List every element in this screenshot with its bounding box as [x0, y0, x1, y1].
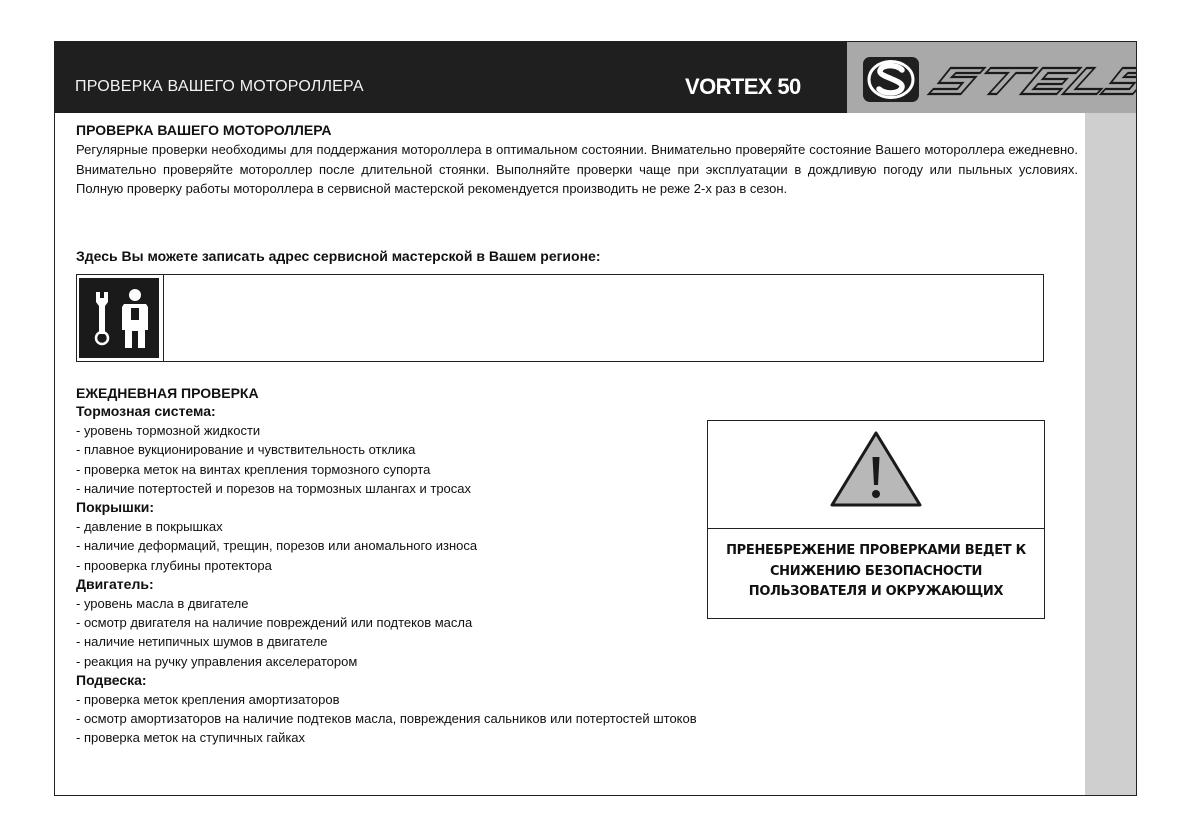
- group-title-engine: Двигатель:: [76, 575, 154, 592]
- warning-box: [707, 420, 1045, 619]
- warning-triangle-icon: [708, 421, 1044, 528]
- list-item: - проверка меток крепления амортизаторов: [76, 692, 340, 708]
- service-divider: [163, 275, 164, 361]
- warning-line: ПОЛЬЗОВАТЕЛЯ И ОКРУЖАЮЩИХ: [748, 584, 1004, 599]
- side-strip: [1085, 113, 1137, 796]
- manual-page: [54, 41, 1137, 796]
- page-header: [55, 42, 1136, 113]
- group-title-tires: Покрышки:: [76, 499, 155, 516]
- list-item: - прооверка глубины протектора: [76, 557, 272, 573]
- warning-text: [718, 541, 1034, 603]
- stels-logo: [847, 42, 1137, 113]
- s-badge-icon: [863, 57, 919, 102]
- list-item: - проверка меток на ступичных гайках: [76, 730, 306, 746]
- list-item: - уровень масла в двигателе: [76, 596, 249, 612]
- list-item: - реакция на ручку управления акселератором: [76, 653, 358, 669]
- list-item: - наличие потертостей и порезов на тормозных шлангах и тросах: [76, 480, 472, 496]
- service-svg: [79, 278, 159, 358]
- group-title-brakes: Тормозная система:: [76, 403, 216, 419]
- list-item: - осмотр амортизаторов на наличие подтеков масла, повреждения сальников или потертостей штоков: [76, 711, 697, 727]
- list-item: - осмотр двигателя на наличие повреждений или подтеков масла: [76, 615, 473, 631]
- list-item: - уровень тормозной жидкости: [76, 423, 261, 439]
- brand-logo-area: [847, 42, 1137, 113]
- header-title: ПРОВЕРКА ВАШЕГО МОТОРОЛЛЕРА: [75, 78, 364, 95]
- warning-line: СНИЖЕНИЮ БЕЗОПАСНОСТИ: [769, 563, 983, 579]
- model-name: VORTEX 50: [685, 74, 801, 99]
- list-item: - наличие нетипичных шумов в двигателе: [76, 634, 328, 650]
- intro-text: Регулярные проверки необходимы для поддержания мотороллера в оптимальном состоянии. Внимательно проверяйте состояние Вашего мотороллера ежедневно. Внимательно проверяйте мотороллер после длительной стоянки. Выполняйте проверки чаще при эксплуатации в дождливую погоду или пыльных условиях. Полную проверку работы мотороллера в сервисной мастерской рекомендуется производить не реже 2-х раз в сезон.: [76, 142, 1078, 197]
- list-item: - наличие деформаций, трещин, порезов или аномального износа: [76, 538, 478, 554]
- list-item: - давление в покрышках: [76, 519, 223, 535]
- service-address-box: [76, 274, 1044, 362]
- warning-icon-area: [708, 421, 1044, 528]
- list-item: - проверка меток на винтах крепления тормозного супорта: [76, 461, 431, 477]
- stels-wordmark: [929, 68, 1137, 94]
- warning-line: ПРЕНЕБРЕЖЕНИЕ ПРОВЕРКАМИ ВЕДЕТ К: [726, 543, 1026, 558]
- wrench-mechanic-icon: [79, 278, 159, 358]
- list-item: - плавное вукционирование и чувствительность отклика: [76, 442, 416, 458]
- daily-title: ЕЖЕДНЕВНАЯ ПРОВЕРКА: [76, 385, 259, 401]
- group-title-suspension: Подвеска:: [76, 671, 147, 688]
- service-label: Здесь Вы можете записать адрес сервисной мастерской в Вашем регионе:: [76, 248, 601, 264]
- intro-title: ПРОВЕРКА ВАШЕГО МОТОРОЛЛЕРА: [76, 122, 332, 138]
- warning-separator: [708, 528, 1044, 529]
